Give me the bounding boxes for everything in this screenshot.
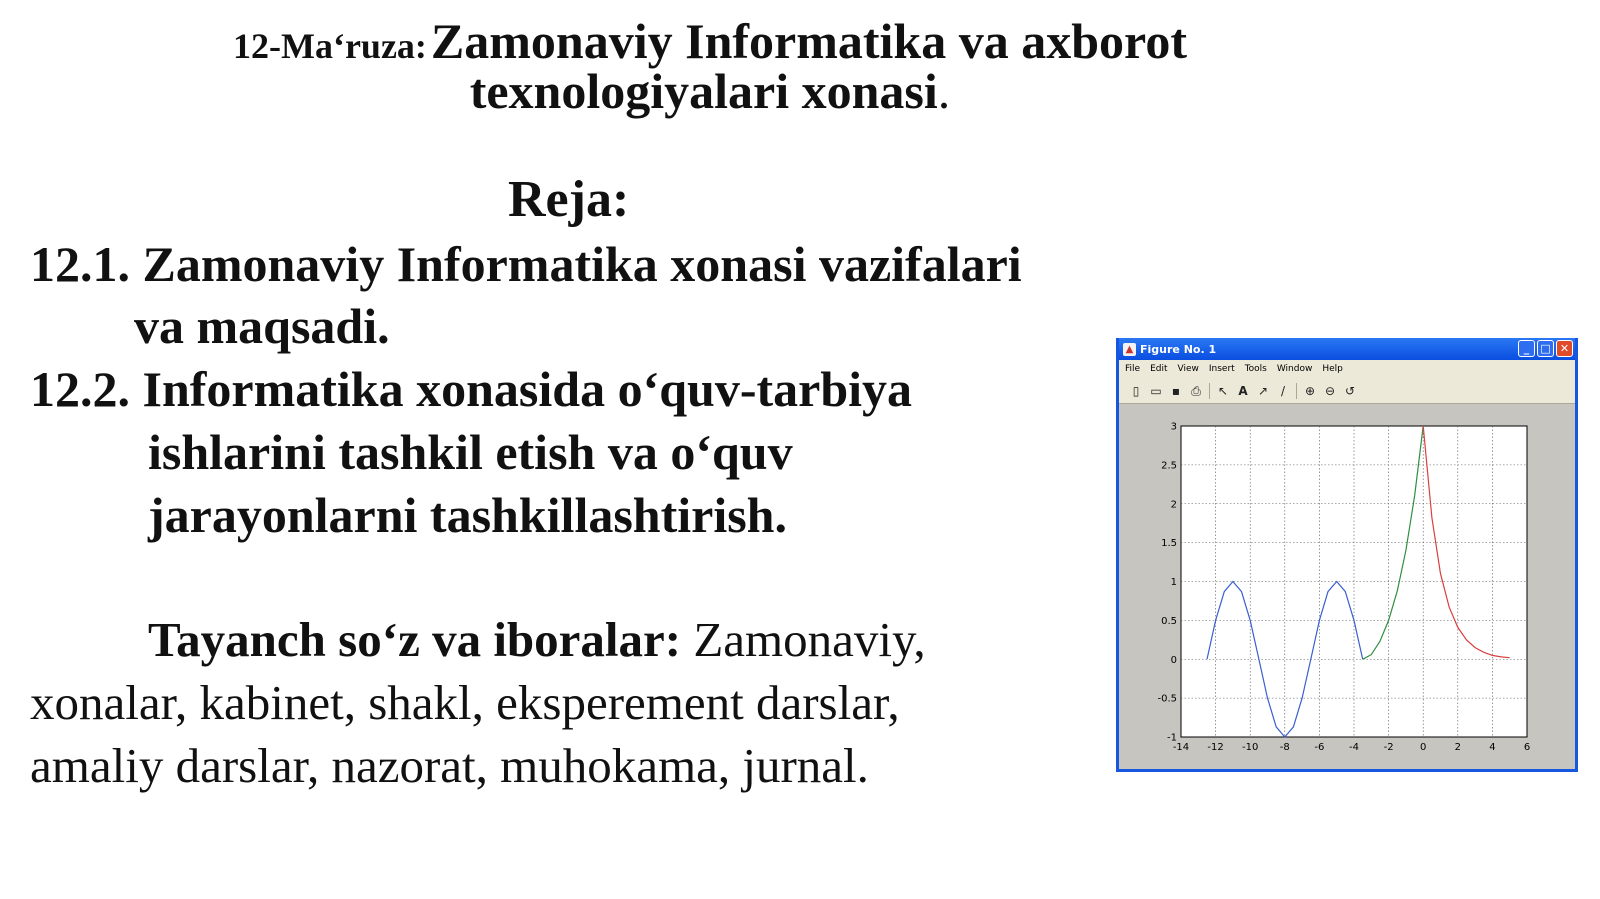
y-tick-label: -0.5 [1157, 693, 1177, 705]
y-tick-label: 3 [1170, 421, 1177, 433]
title-second-line-text: texnologiyalari xonasi [469, 63, 938, 119]
matlab-figure-window [1116, 338, 1578, 772]
y-tick-label: 1 [1170, 577, 1177, 588]
plan-item-2-line-2: ishlarini tashkil etish va o‘quv [148, 424, 793, 480]
keywords-line-3: amaliy darslar, nazorat, muhokama, jurnal. [30, 738, 869, 793]
y-tick-label: 0 [1170, 654, 1177, 666]
plan-item-2-line-1: 12.2. Informatika xonasida o‘quv-tarbiya [30, 361, 913, 417]
close-button[interactable]: ✕ [1556, 340, 1573, 357]
maximize-button[interactable]: □ [1537, 340, 1554, 357]
menu-edit[interactable]: Edit [1150, 364, 1168, 374]
x-tick-label: -14 [1172, 742, 1190, 753]
y-tick-label: 2 [1170, 499, 1177, 511]
plan-item-2-line-3: jarayonlarni tashkillashtirish. [148, 487, 787, 543]
title-line-2 [0, 62, 1420, 120]
insert-line-icon[interactable]: / [1280, 383, 1286, 398]
menu-help[interactable]: Help [1322, 364, 1343, 374]
figure-titlebar[interactable] [1119, 338, 1575, 360]
insert-arrow-icon[interactable]: ↗ [1257, 383, 1269, 398]
menu-window[interactable]: Window [1276, 364, 1313, 374]
x-tick-label: -2 [1383, 742, 1394, 753]
insert-text-icon[interactable]: A [1238, 383, 1248, 398]
save-icon[interactable]: ▪ [1171, 383, 1181, 398]
x-tick-label: -8 [1279, 742, 1290, 753]
window-controls [1518, 340, 1573, 357]
y-tick-label: 1.5 [1161, 538, 1177, 550]
new-file-icon[interactable]: ▯ [1132, 383, 1140, 398]
plan-item-1-line-1: 12.1. Zamonaviy Informatika xonasi vazifalari [30, 236, 1022, 292]
menu-file[interactable]: File [1125, 364, 1141, 374]
x-tick-label: 6 [1523, 742, 1531, 753]
title-period: . [937, 63, 951, 119]
title-main-text: Zamonaviy Informatika va axborot [430, 13, 1187, 69]
x-tick-label: 2 [1454, 742, 1461, 753]
x-tick-label: -12 [1207, 742, 1224, 753]
figure-menubar [1119, 360, 1575, 378]
zoom-in-icon[interactable]: ⊕ [1304, 383, 1316, 398]
zoom-out-icon[interactable]: ⊖ [1324, 383, 1336, 398]
x-tick-label: -10 [1242, 742, 1259, 753]
lecture-number: 12-Ma‘ruza: [233, 26, 427, 66]
figure-title: Figure No. 1 [1140, 342, 1217, 356]
keywords-line-2: xonalar, kabinet, shakl, eksperement darslar, [30, 675, 900, 730]
toolbar-separator [1209, 383, 1210, 399]
y-tick-label: 2.5 [1161, 460, 1177, 472]
keywords-first: Zamonaviy, [693, 612, 926, 667]
plan-item-1-line-2: va maqsadi. [134, 298, 390, 354]
keywords-heading: Tayanch so‘z va iboralar: [148, 612, 682, 667]
menu-insert[interactable]: Insert [1208, 364, 1235, 374]
x-tick-label: 4 [1489, 742, 1496, 753]
menu-view[interactable]: View [1177, 364, 1199, 374]
open-folder-icon[interactable]: ▭ [1150, 383, 1162, 398]
matlab-logo-icon: ▲ [1123, 343, 1136, 356]
menu-tools[interactable]: Tools [1244, 364, 1267, 374]
figure-plot [1119, 404, 1575, 766]
lecture-title [0, 12, 1420, 120]
y-tick-label: 0.5 [1161, 615, 1177, 627]
x-tick-label: -4 [1349, 742, 1359, 753]
rotate-icon[interactable]: ↺ [1344, 383, 1356, 398]
minimize-button[interactable]: _ [1518, 340, 1535, 357]
select-arrow-icon[interactable]: ↖ [1217, 383, 1229, 398]
y-tick-label: -1 [1167, 732, 1177, 744]
plan-heading: Reja: [508, 171, 630, 228]
print-icon[interactable]: ⎙ [1191, 383, 1201, 398]
keywords-line-1 [148, 612, 926, 667]
toolbar-separator [1296, 383, 1297, 399]
x-tick-label: -6 [1314, 742, 1325, 753]
figure-toolbar [1119, 378, 1575, 404]
x-tick-label: 0 [1420, 742, 1427, 753]
